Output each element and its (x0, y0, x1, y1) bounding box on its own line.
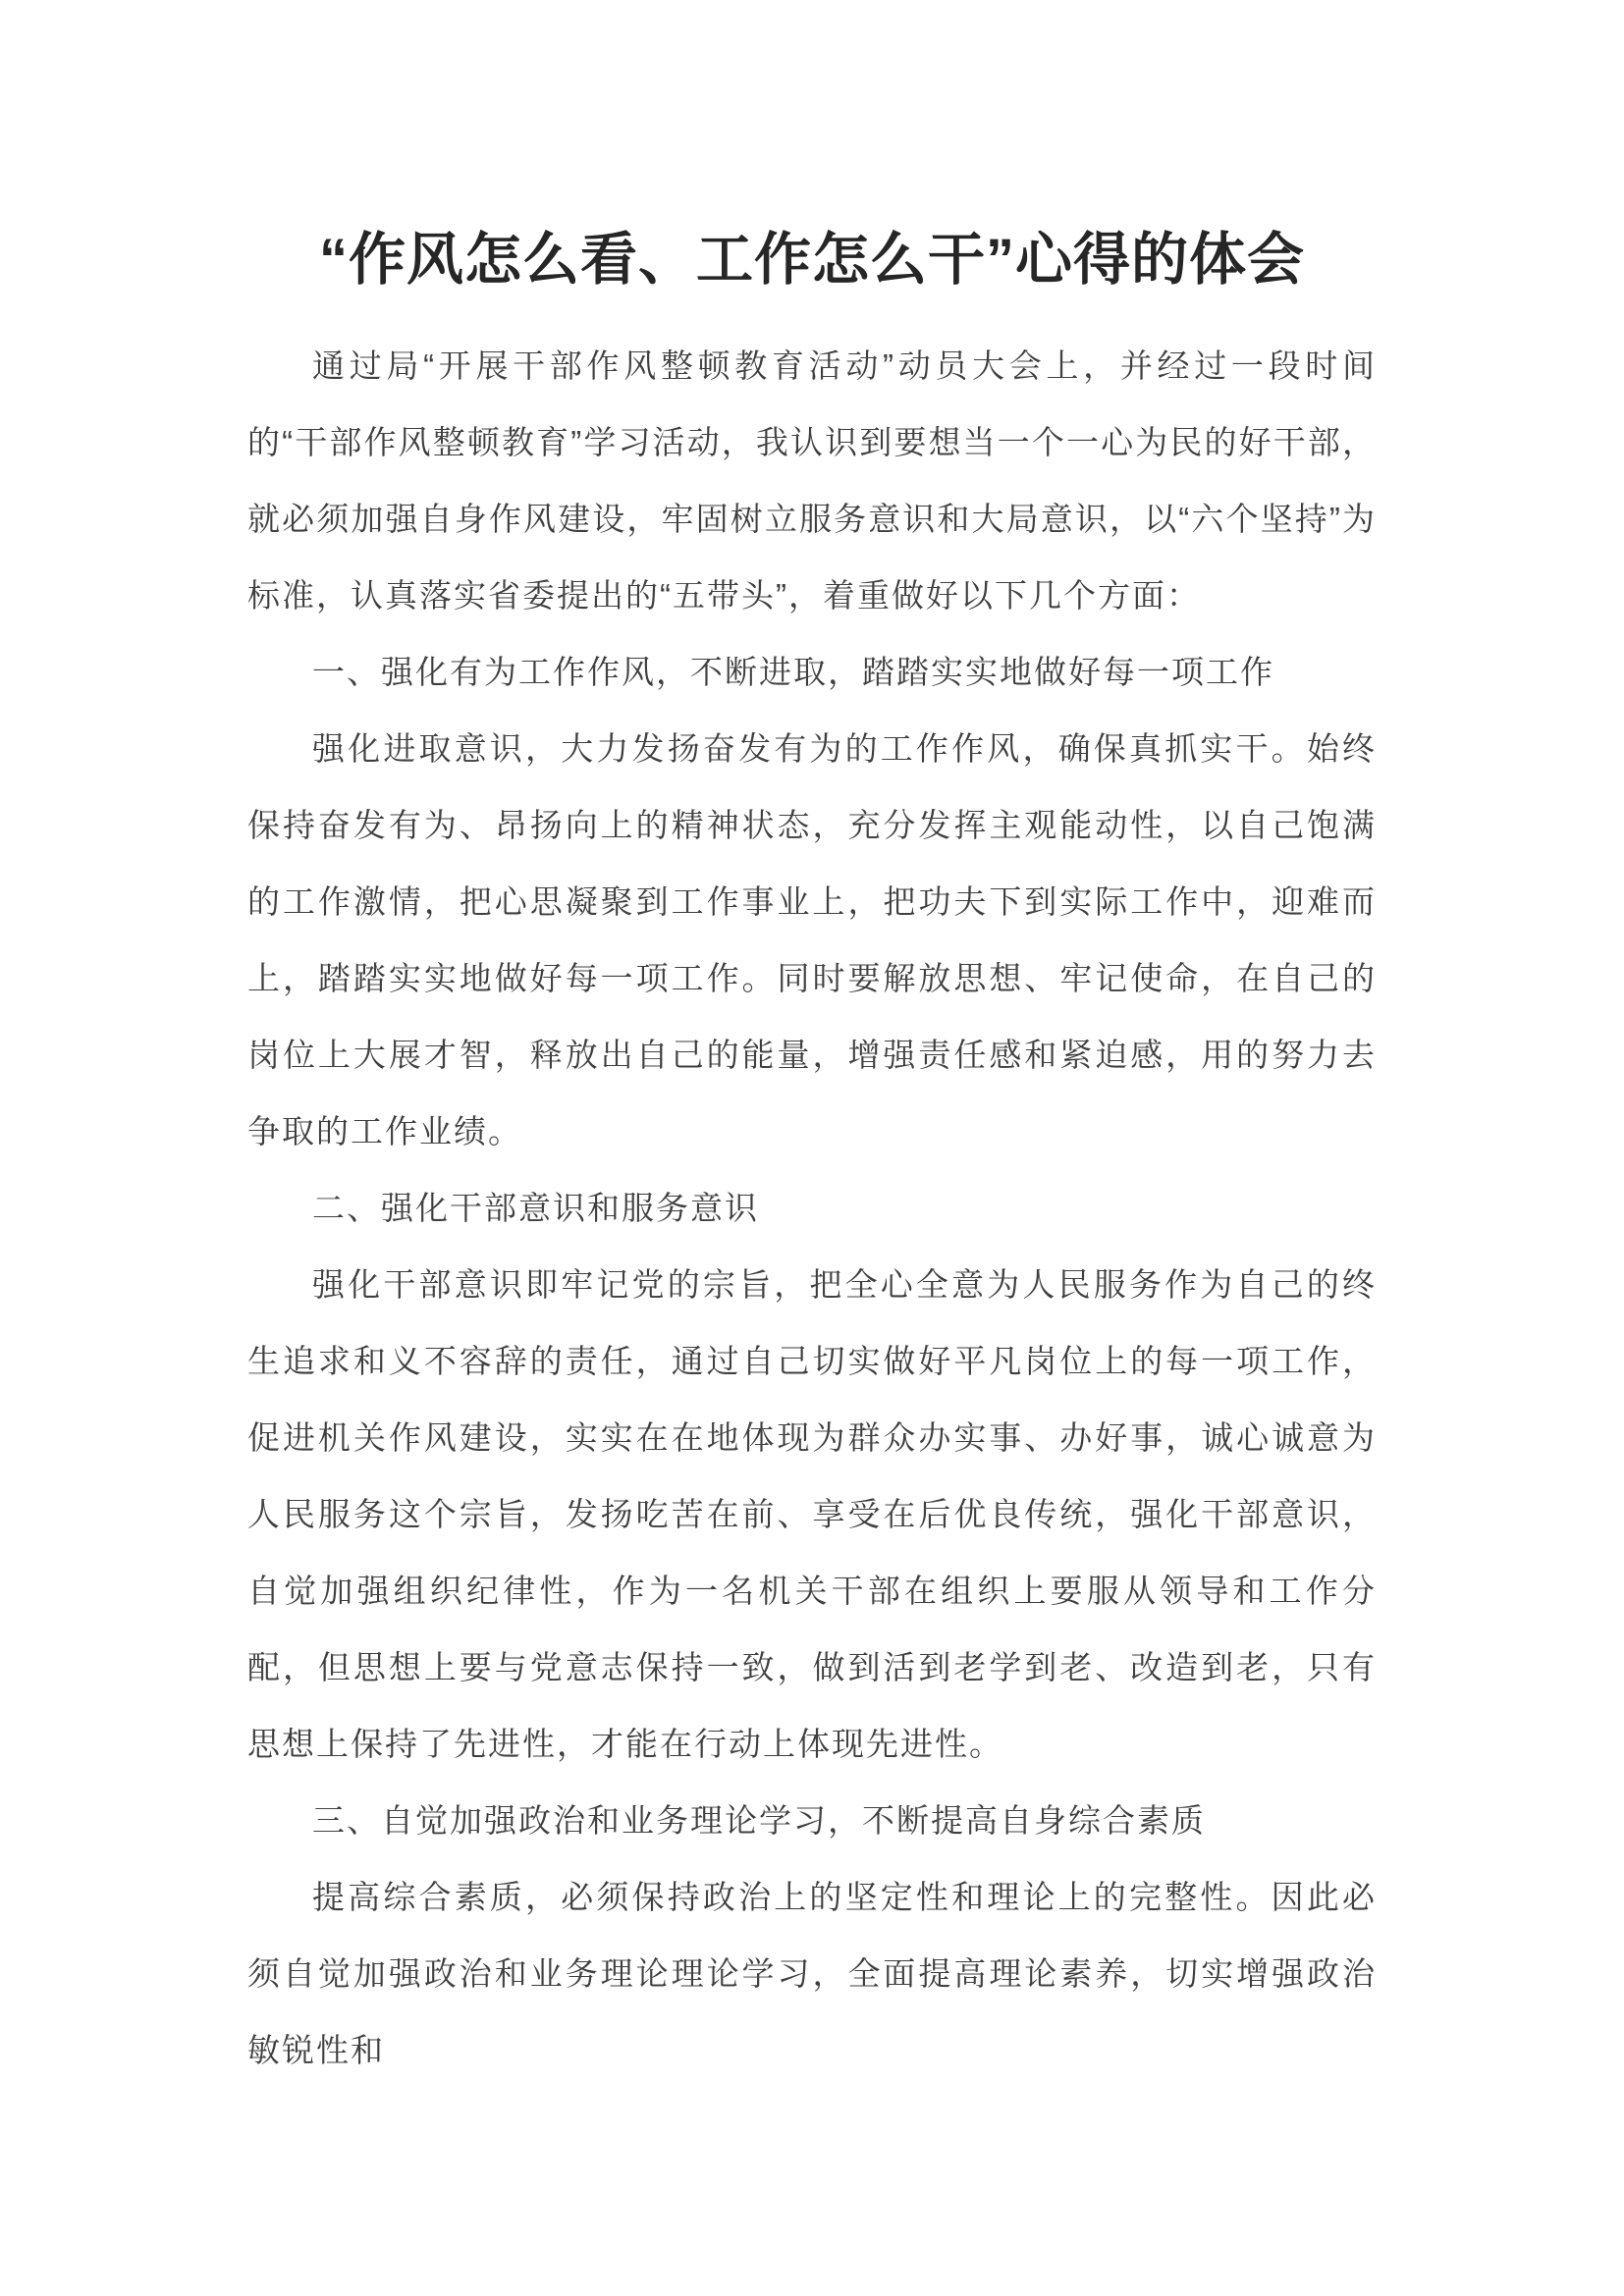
document-title: “作风怎么看、工作怎么干”心得的体会 (318, 228, 1305, 292)
section-heading: 二、强化干部意识和服务意识 (312, 1190, 759, 1226)
paragraph: 提高综合素质，必须保持政治上的坚定性和理论上的完整性。因此必须自觉加强政治和业务理论理论学习，全面提高理论素养，切实增强政治敏锐性和 (247, 1879, 1377, 2068)
paragraph: 强化进取意识，大力发扬奋发有为的工作作风，确保真抓实干。始终保持奋发有为、昂扬向上的精神状态，充分发挥主观能动性，以自己饱满的工作激情，把心思凝聚到工作事业上，把功夫下到实际工作中，迎难而上，踏踏实实地做好每一项工作。同时要解放思想、牢记使命，在自己的岗位上大展才智，释放出自己的能量，增强责任感和紧迫感，用的努力去争取的工作业绩。 (247, 730, 1377, 1149)
section-heading: 三、自觉加强政治和业务理论学习，不断提高自身综合素质 (312, 1802, 1206, 1839)
document-body (247, 328, 1377, 2089)
section-heading: 一、强化有为工作作风，不断进取，踏踏实实地做好每一项工作 (312, 654, 1274, 690)
paragraph: 强化干部意识即牢记党的宗旨，把全心全意为人民服务作为自己的终生追求和义不容辞的责任，通过自己切实做好平凡岗位上的每一项工作，促进机关作风建设，实实在在地体现为群众办实事、办好事，诚心诚意为人民服务这个宗旨，发扬吃苦在前、享受在后优良传统，强化干部意识，自觉加强组织纪律性，作为一名机关干部在组织上要服从领导和工作分配，但思想上要与党意志保持一致，做到活到老学到老、改造到老，只有思想上保持了先进性，才能在行动上体现先进性。 (247, 1266, 1377, 1762)
paragraph: 通过局“开展干部作风整顿教育活动”动员大会上，并经过一段时间的“干部作风整顿教育”学习活动，我认识到要想当一个一心为民的好干部，就必须加强自身作风建设，牢固树立服务意识和大局意识，以“六个坚持”为标准，认真落实省委提出的“五带头”，着重做好以下几个方面： (247, 347, 1377, 614)
